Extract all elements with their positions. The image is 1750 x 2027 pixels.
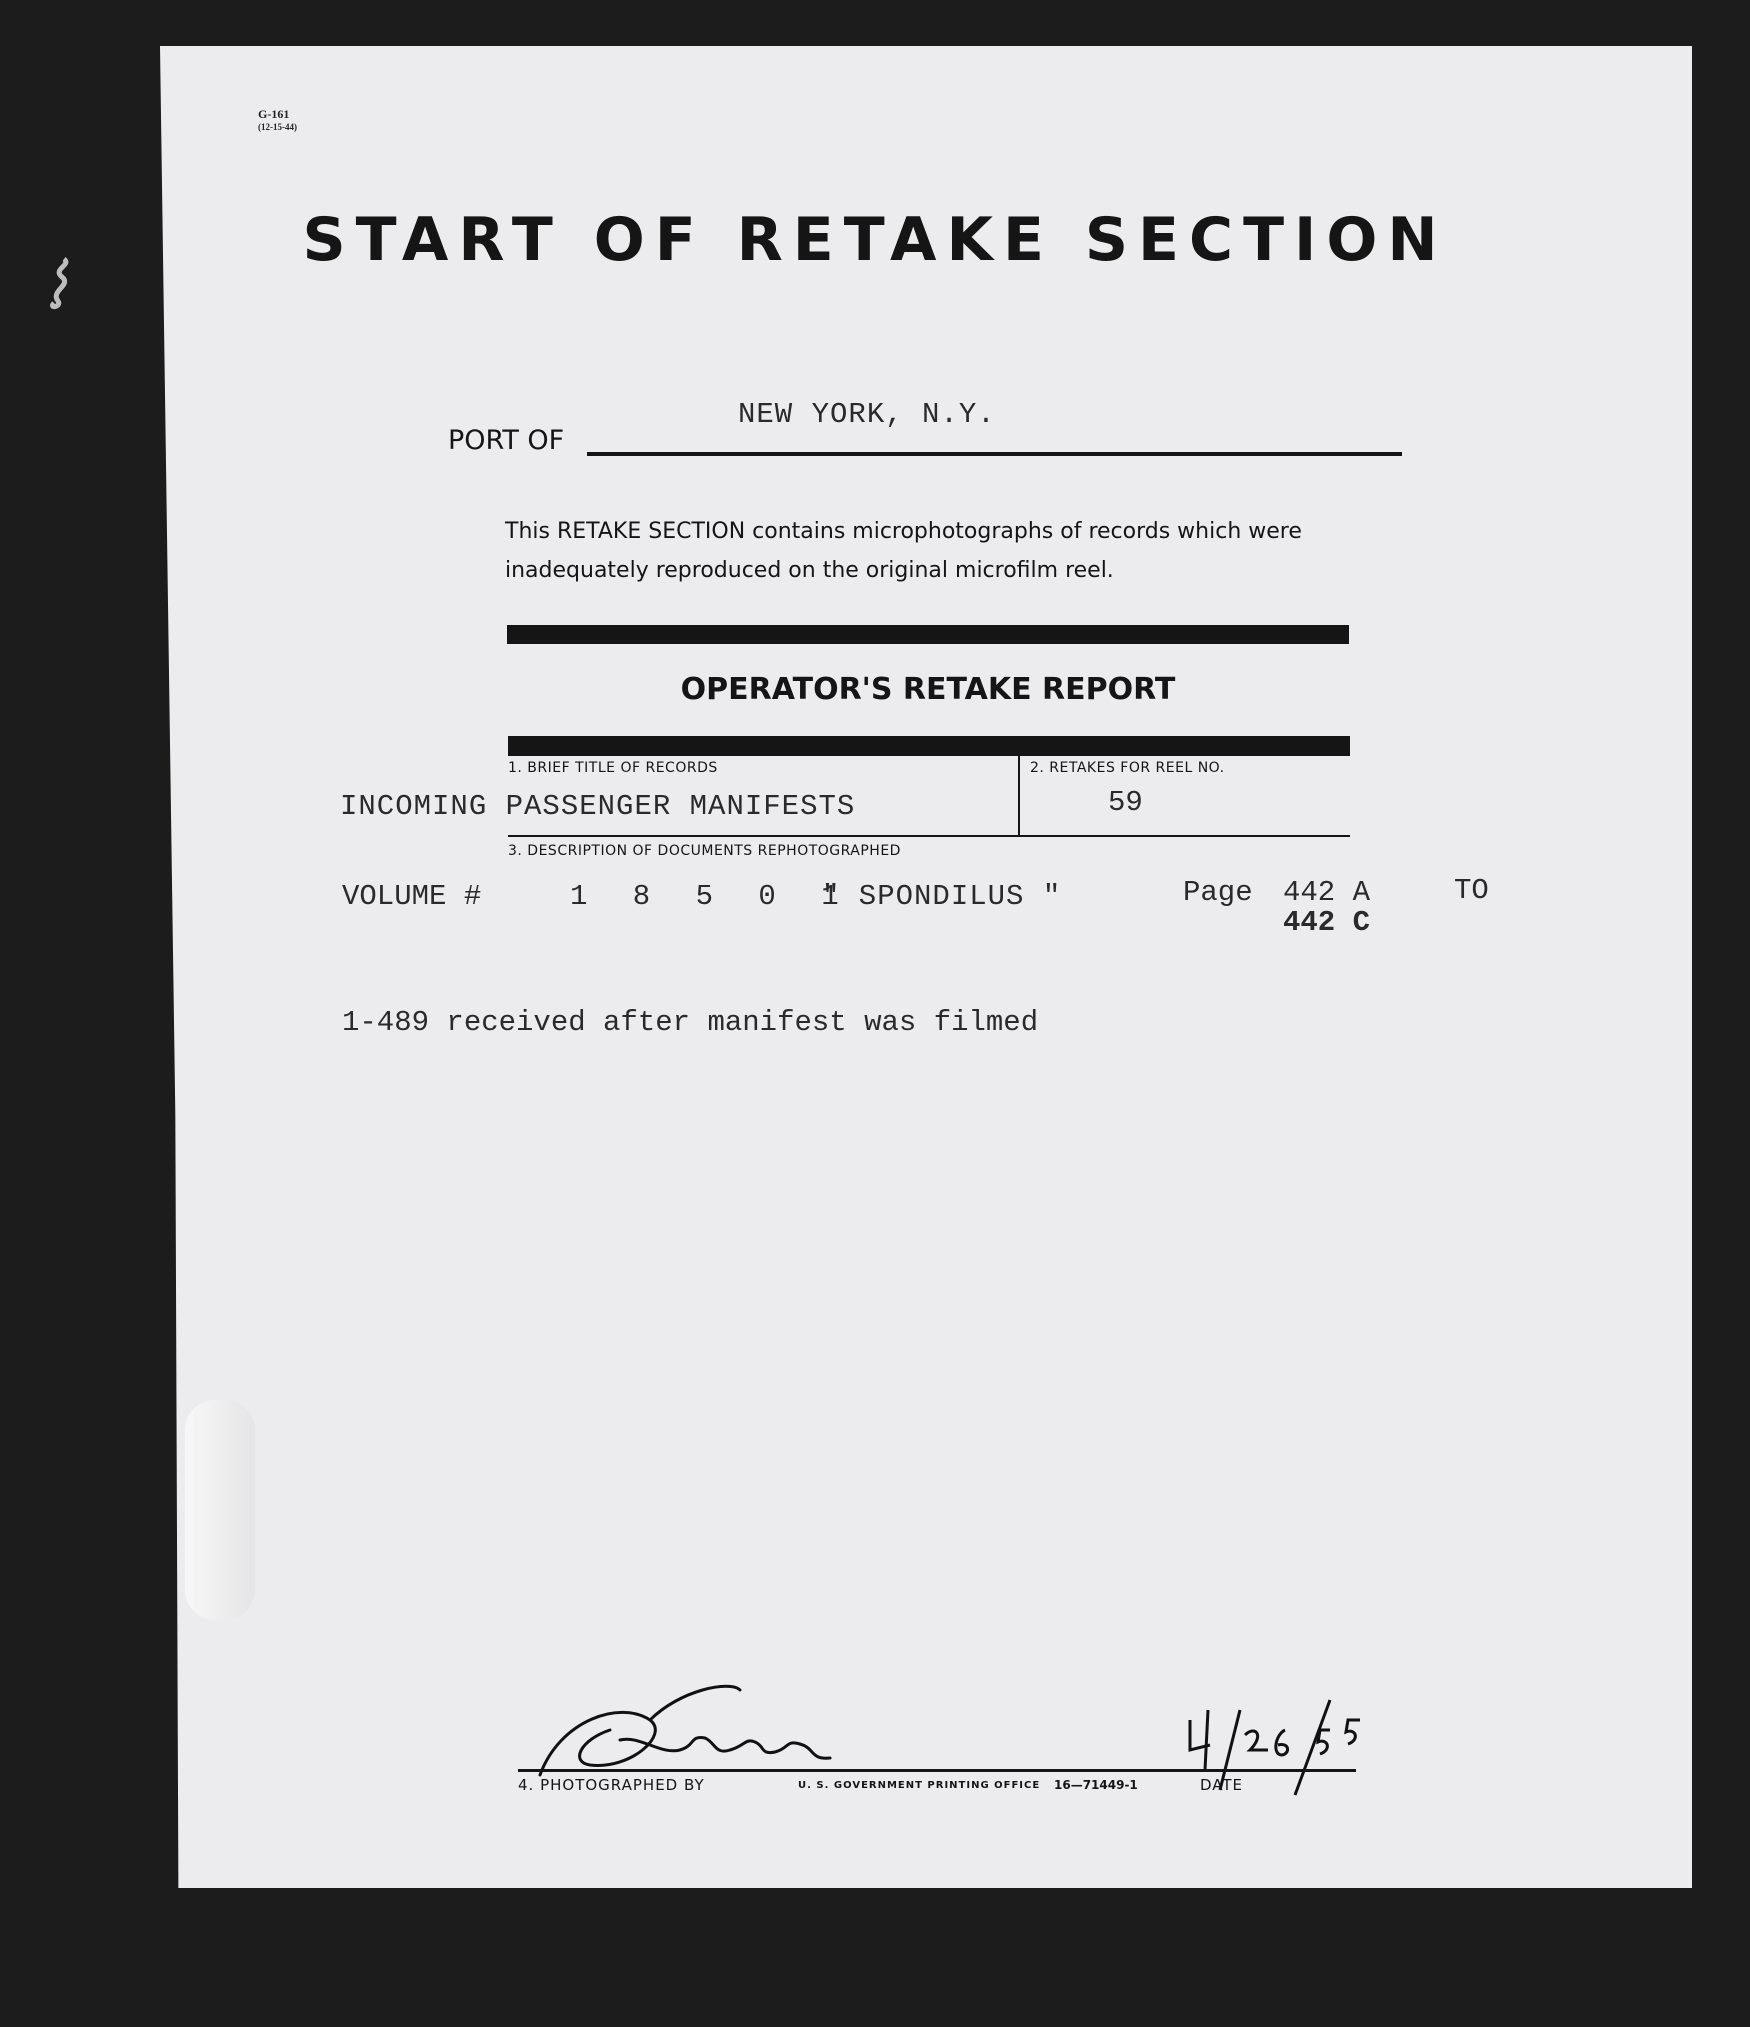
intro-paragraph xyxy=(505,512,1375,590)
table-header-bar xyxy=(508,736,1350,756)
to-label: TO xyxy=(1454,874,1489,907)
ship-name: " SPONDILUS " xyxy=(822,880,1062,913)
report-heading: OPERATOR'S RETAKE REPORT xyxy=(680,672,1176,707)
volume-number: 1 8 5 0 1 xyxy=(570,880,853,913)
port-value: NEW YORK, N.Y. xyxy=(738,398,996,431)
retake-note: 1-489 received after manifest was filmed xyxy=(342,1006,1039,1039)
main-heading: START OF RETAKE SECTION xyxy=(302,205,1448,275)
volume-label: VOLUME # xyxy=(342,880,482,913)
description-field-label: 3. DESCRIPTION OF DOCUMENTS REPHOTOGRAPHED xyxy=(508,843,901,859)
form-code xyxy=(258,108,297,134)
document-page xyxy=(160,46,1692,1888)
port-label: PORT OF xyxy=(448,425,565,456)
intro-line-2: inadequately reproduced on the original microfilm reel. xyxy=(505,558,1114,583)
operator-signature xyxy=(530,1680,850,1790)
row-divider xyxy=(508,835,1350,837)
page-to: 442 C xyxy=(1283,906,1371,939)
signature-line xyxy=(518,1769,1356,1772)
printer-imprint: U. S. GOVERNMENT PRINTING OFFICE xyxy=(798,1780,1041,1791)
form-code-number: G-161 xyxy=(258,107,290,121)
page-from: 442 A xyxy=(1283,876,1371,909)
title-field-value: INCOMING PASSENGER MANIFESTS xyxy=(340,790,856,823)
date-label: DATE xyxy=(1200,1776,1244,1794)
paper-fold-highlight xyxy=(185,1400,255,1620)
divider-bar xyxy=(507,625,1349,644)
intro-line-1: This RETAKE SECTION contains microphotographs of records which were xyxy=(505,519,1302,544)
title-field-label: 1. BRIEF TITLE OF RECORDS xyxy=(508,760,718,776)
form-print-number: 16—71449-1 xyxy=(1054,1778,1138,1792)
form-revision-date: (12-15-44) xyxy=(258,122,297,132)
reel-field-label: 2. RETAKES FOR REEL NO. xyxy=(1030,760,1225,776)
page-label: Page xyxy=(1183,876,1253,909)
photographed-by-label: 4. PHOTOGRAPHED BY xyxy=(518,1776,705,1794)
column-divider xyxy=(1018,756,1020,836)
reel-field-value: 59 xyxy=(1108,786,1143,819)
port-underline xyxy=(587,452,1402,456)
